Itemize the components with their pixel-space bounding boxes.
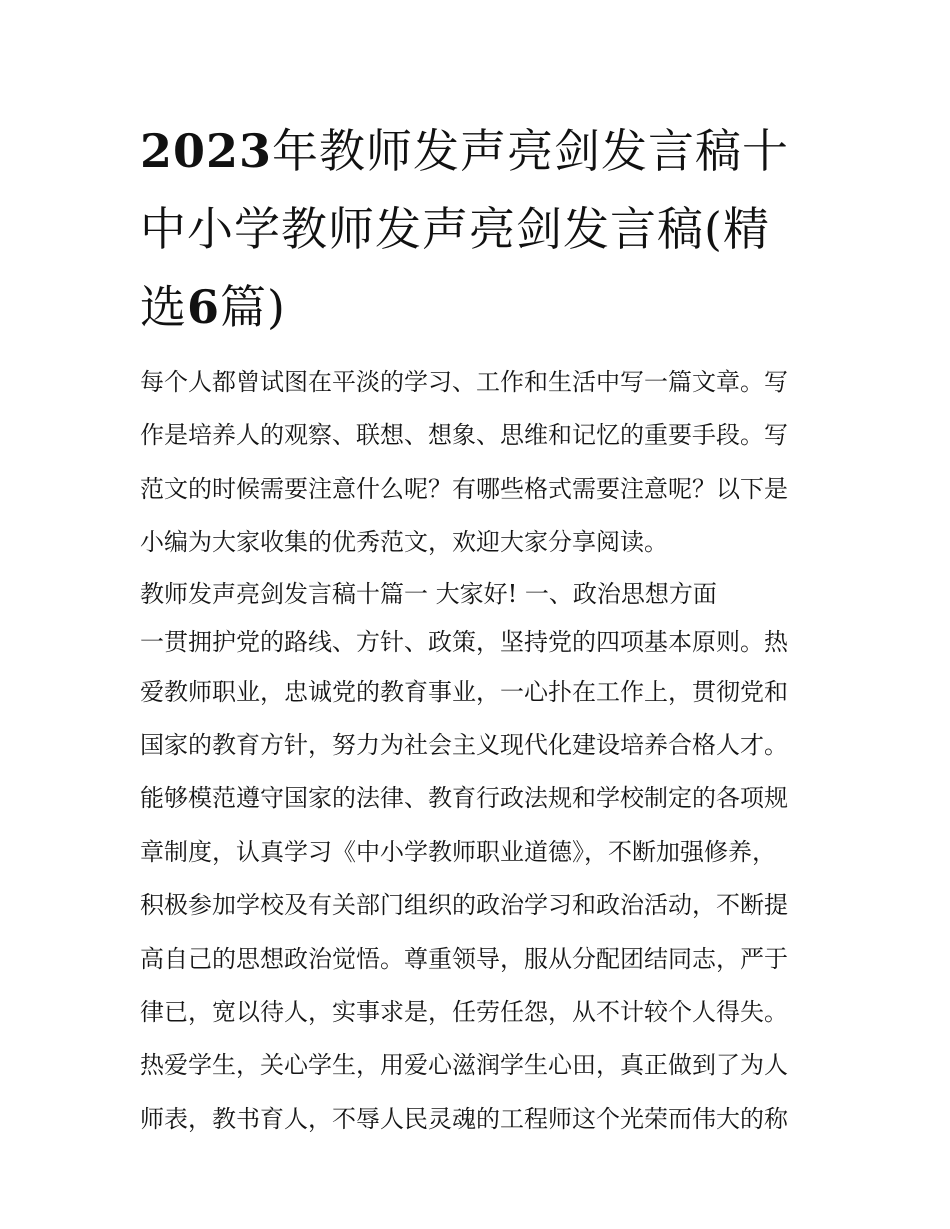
title-line-3: [140, 268, 820, 346]
title-line-3-pre: 选: [140, 280, 187, 334]
body-line: 每个人都曾试图在平淡的学习、工作和生活中写一篇文章。写: [140, 368, 788, 396]
section-heading-line: 教师发声亮剑发言稿十篇一 大家好! 一、政治思想方面: [140, 579, 717, 608]
title-line-2: 中小学教师发声亮剑发言稿(精: [140, 202, 770, 256]
body-line: 国家的教育方针，努力为社会主义现代化建设培养合格人才。: [140, 731, 788, 760]
body-line: 能够模范遵守国家的法律、教育行政法规和学校制定的各项规: [140, 784, 788, 813]
title-line-1-text: 年教师发声亮剑发言稿十: [272, 124, 790, 178]
body-line: 小编为大家收集的优秀范文，欢迎大家分享阅读。: [140, 528, 668, 557]
body-line: 高自己的思想政治觉悟。尊重领导，服从分配团结同志，严于: [140, 944, 788, 973]
body-line: 范文的时候需要注意什么呢？有哪些格式需要注意呢？以下是: [140, 474, 788, 503]
title-count: 6: [187, 280, 221, 334]
body-line: 爱教师职业，忠诚党的教育事业，一心扑在工作上，贯彻党和: [140, 677, 788, 706]
document-body: [140, 356, 820, 1146]
body-line: 律已，宽以待人，实事求是，任劳任怨，从不计较个人得失。: [140, 998, 788, 1027]
body-line: 师表，教书育人，不辱人民灵魂的工程师这个光荣而伟大的称: [140, 1104, 788, 1133]
title-line-3-post: 篇): [220, 280, 286, 334]
body-line: 一贯拥护党的路线、方针、政策，坚持党的四项基本原则。热: [140, 627, 788, 656]
body-line: 积极参加学校及有关部门组织的政治学习和政治活动，不断提: [140, 891, 788, 920]
body-line: 章制度，认真学习《中小学教师职业道德》，不断加强修养，: [140, 837, 776, 866]
title-line-1: [140, 112, 820, 190]
title-year: 2023: [140, 124, 273, 178]
body-line: 热爱学生，关心学生，用爱心滋润学生心田，真正做到了为人: [140, 1051, 788, 1080]
document-title: [140, 112, 820, 346]
body-line: 作是培养人的观察、联想、想象、思维和记忆的重要手段。写: [140, 421, 788, 450]
